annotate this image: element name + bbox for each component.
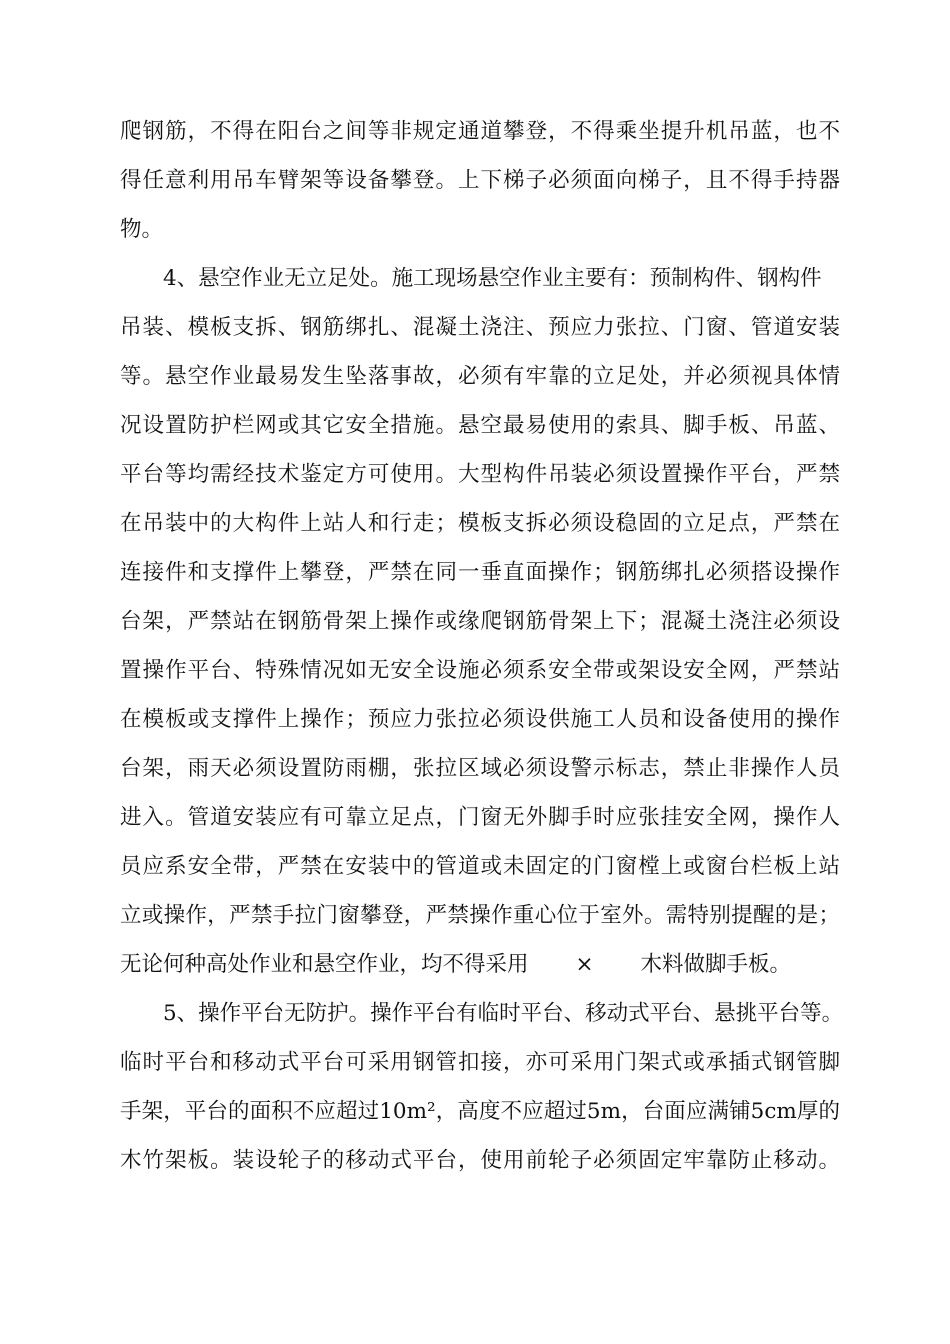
line-text-after-blank: 木料做脚手板。 [640, 952, 792, 977]
body-text-line: 况设置防护栏网或其它安全措施。悬空最易使用的索具、脚手板、吊蓝、 [120, 413, 840, 438]
body-text-line: 台架，严禁站在钢筋骨架上操作或缘爬钢筋骨架上下；混凝土浇注必须设 [120, 609, 840, 634]
paragraph-4-first-line: 4、悬空作业无立足处。施工现场悬空作业主要有：预制构件、钢构件 [163, 266, 822, 291]
body-text-line: 在模板或支撑件上操作；预应力张拉必须设供施工人员和设备使用的操作 [120, 707, 840, 732]
body-text-line: 物。 [120, 217, 164, 242]
body-text-line: 等。悬空作业最易发生坠落事故，必须有牢靠的立足处，并必须视具体情 [120, 364, 840, 389]
body-text-line: 进入。管道安装应有可靠立足点，门窗无外脚手时应张挂安全网，操作人 [120, 805, 840, 830]
body-text-line: 平台等均需经技术鉴定方可使用。大型构件吊装必须设置操作平台，严禁 [120, 462, 840, 487]
body-text-line: 临时平台和移动式平台可采用钢管扣接，亦可采用门架式或承插式钢管脚 [120, 1050, 840, 1075]
paragraph-5-first-line: 5、操作平台无防护。操作平台有临时平台、移动式平台、悬挑平台等。 [163, 1001, 844, 1026]
body-text-line: 得任意利用吊车臂架等设备攀登。上下梯子必须面向梯子，且不得手持器 [120, 168, 840, 193]
body-text-line: 连接件和支撑件上攀登，严禁在同一垂直面操作；钢筋绑扎必须搭设操作 [120, 560, 840, 585]
body-text-line: 立或操作，严禁手拉门窗攀登，严禁操作重心位于室外。需特别提醒的是； [120, 903, 840, 928]
body-text-line: 手架，平台的面积不应超过10m²，高度不应超过5m，台面应满铺5cm厚的 [120, 1099, 840, 1124]
body-text-line: 爬钢筋，不得在阳台之间等非规定通道攀登，不得乘坐提升机吊蓝，也不 [120, 119, 840, 144]
body-text-line: 木竹架板。装设轮子的移动式平台，使用前轮子必须固定牢靠防止移动。 [120, 1148, 840, 1173]
body-text-line: 置操作平台、特殊情况如无安全设施必须系安全带或架设安全网，严禁站 [120, 658, 840, 683]
body-text-line: 在吊装中的大构件上站人和行走；模板支拆必须设稳固的立足点，严禁在 [120, 511, 840, 536]
line-text-before-blank: 无论何种高处作业和悬空作业，均不得采用 [120, 952, 529, 977]
body-text-line-with-blank [120, 950, 791, 980]
times-symbol: × [575, 952, 594, 977]
body-text-line: 吊装、模板支拆、钢筋绑扎、混凝土浇注、预应力张拉、门窗、管道安装 [120, 315, 840, 340]
body-text-line: 员应系安全带，严禁在安装中的管道或未固定的门窗樘上或窗台栏板上站 [120, 854, 840, 879]
body-text-line: 台架，雨天必须设置防雨棚，张拉区域必须设警示标志，禁止非操作人员 [120, 756, 840, 781]
